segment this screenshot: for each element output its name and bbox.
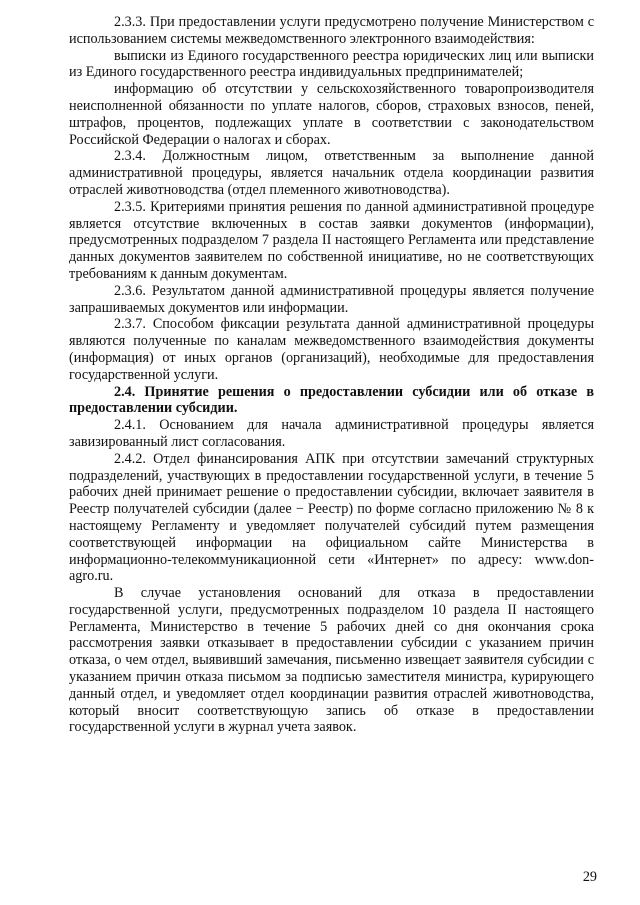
page-number: 29 bbox=[582, 869, 597, 885]
paragraph-2-3-5: 2.3.5. Критериями принятия решения по данной административной процедуре является отсутствие включенных в состав заявки документов (информации), предусмотренных подразделом 7 раздела II настоящего Регламента или представление данных документов заявителем по собственной инициативе, но не соответствующих требованиям к данным документам. bbox=[69, 198, 594, 282]
section-heading-2-4: 2.4. Принятие решения о предоставлении субсидии или об отказе в предоставлении субсидии. bbox=[69, 383, 594, 417]
paragraph-refusal: В случае установления оснований для отказа в предоставлении государственной услуги, предусмотренных подразделом 10 раздела II настоящего Регламента, Министерство в течение 5 рабочих дней со дня окончания срока рассмотрения заявки отказывает в предоставлении субсидии с указанием причин отказа, о чем отдел, выявивший замечания, письменно извещает заявителя субсидии с указанием причин отказа письмом за подписью заместителя министра, курирующего данный отдел, и уведомляет отдел координации развития отраслей животноводства, который вносит соответствующую запись об отказе в предоставлении государственной услуги в журнал учета заявок. bbox=[69, 585, 594, 736]
paragraph-2-4-2: 2.4.2. Отдел финансирования АПК при отсутствии замечаний структурных подразделений, участвующих в предоставлении государственной услуги, в течение 5 рабочих дней принимает решение о предоставлении субсидии, включает заявителя в Реестр получателей субсидии (далее − Реестр) по форме согласно приложению № 8 к настоящему Регламенту и уведомляет получателей субсидий путем размещения соответствующей информации на официальном сайте Министерства в информационно-телекоммуникационной сети «Интернет» по адресу: www.don-agro.ru. bbox=[69, 450, 594, 585]
paragraph-2-3-6: 2.3.6. Результатом данной административной процедуры является получение запрашиваемых документов или информации. bbox=[69, 282, 594, 316]
paragraph-2-4-1: 2.4.1. Основанием для начала административной процедуры является завизированный лист согласования. bbox=[69, 417, 594, 450]
document-body bbox=[69, 14, 594, 736]
paragraph-2-3-7: 2.3.7. Способом фиксации результата данной административной процедуры являются полученные по каналам межведомственного взаимодействия документы (информация) от иных органов (организаций), необходимые для предоставления государственной услуги. bbox=[69, 316, 594, 383]
paragraph-egrul-extract: выписки из Единого государственного реестра юридических лиц или выписки из Единого государственного реестра индивидуальных предпринимателей; bbox=[69, 47, 594, 81]
paragraph-tax-debt-info: информацию об отсутствии у сельскохозяйственного товаропроизводителя неисполненной обязанности по уплате налогов, сборов, страховых взносов, пеней, штрафов, процентов, подлежащих уплате в соответствии с законодательством Российской Федерации о налогах и сборах. bbox=[69, 81, 594, 148]
paragraph-2-3-4: 2.3.4. Должностным лицом, ответственным за выполнение данной административной процедуры, является начальник отдела координации развития отраслей животноводства (отдел племенного животноводства). bbox=[69, 148, 594, 198]
paragraph-2-3-3: 2.3.3. При предоставлении услуги предусмотрено получение Министерством с использованием системы межведомственного электронного взаимодействия: bbox=[69, 14, 594, 47]
